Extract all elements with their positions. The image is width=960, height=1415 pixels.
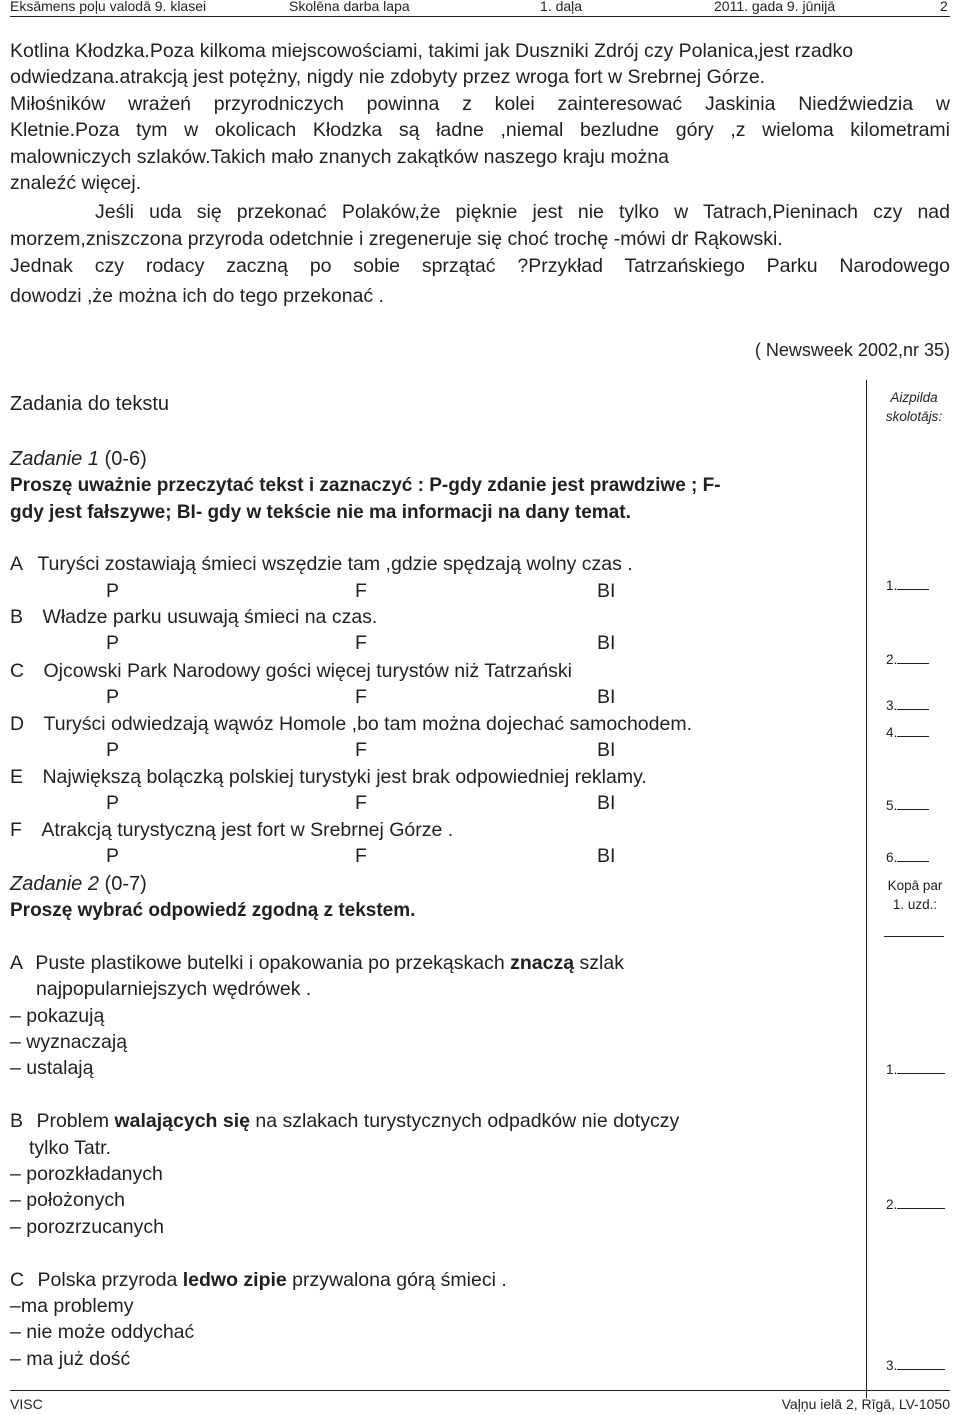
answer-option[interactable]: – położonych: [10, 1189, 125, 1211]
total-answer-line[interactable]: [884, 936, 944, 937]
task1-item: [10, 553, 633, 576]
answer-number: 2.: [886, 1197, 898, 1212]
item-letter: C: [10, 1269, 25, 1291]
highlighted-phrase: ledwo zipie: [182, 1269, 287, 1291]
item-letter: C: [10, 660, 25, 682]
text-line: morzem,zniszczona przyroda odetchnie i zregeneruje się choć trochę -mówi dr Rąkowski.: [10, 228, 783, 250]
item-statement: Turyści odwiedzają wąwóz Homole ,bo tam można dojechać samochodem.: [43, 713, 693, 735]
task2-item: [10, 1269, 507, 1292]
answer-option[interactable]: – nie może oddychać: [10, 1321, 195, 1343]
task1-item: [10, 766, 647, 789]
text-line: malowniczych szlaków.Takich mało znanych zakątków naszego kraju można: [10, 146, 669, 168]
sentence-start: Problem: [36, 1110, 115, 1132]
header-part: 1. daļa: [540, 0, 583, 14]
answer-line: [897, 651, 929, 664]
option-f[interactable]: F: [355, 739, 367, 761]
sentence-start: Polska przyroda: [37, 1269, 183, 1291]
task2-item: [10, 952, 624, 975]
header-left: Eksāmens poļu valodā 9. klasei: [10, 0, 207, 14]
option-bi[interactable]: BI: [597, 580, 616, 602]
answer-line: [897, 577, 929, 590]
sentence-end: przywalona górą śmieci .: [286, 1269, 507, 1291]
answer-line: [897, 1061, 945, 1074]
text-line: Jeśli uda się przekonać Polaków,że pięknie jest nie tylko w Tatrach,Pieninach czy nad: [95, 201, 950, 223]
answer-slot[interactable]: [886, 724, 929, 740]
answer-number: 4.: [886, 725, 898, 740]
option-p[interactable]: P: [106, 845, 120, 867]
answer-number: 6.: [886, 850, 898, 865]
answer-option[interactable]: – ustalają: [10, 1057, 94, 1079]
answer-slot[interactable]: [886, 651, 929, 667]
item-sentence: [35, 952, 624, 974]
item-letter: A: [10, 553, 22, 575]
header-worksheet: Skolēna darba lapa: [289, 0, 410, 14]
task1-instruction-line2: gdy jest fałszywe; BI- gdy w tekście nie ma informacji na dany temat.: [10, 502, 631, 523]
answer-slot[interactable]: [886, 697, 929, 713]
answer-slot[interactable]: [886, 849, 929, 865]
option-p[interactable]: P: [106, 686, 120, 708]
task1-item: [10, 660, 572, 683]
answer-number: 2.: [886, 652, 898, 667]
highlighted-phrase: znaczą: [510, 952, 575, 974]
answer-line: [897, 724, 929, 737]
item-statement: Największą bolączką polskiej turystyki jest brak odpowiedniej reklamy.: [42, 766, 647, 788]
header-rule: [10, 16, 950, 17]
option-bi[interactable]: BI: [597, 792, 616, 814]
answer-slot[interactable]: [886, 797, 929, 813]
text-line: Miłośników wrażeń przyrodniczych powinna z kolei zainteresować Jaskinia Niedźwiedzia w: [10, 93, 950, 115]
text-line: znaleźć więcej.: [10, 172, 142, 194]
footer-rule: [10, 1390, 950, 1391]
sentence-end: na szlakach turystycznych odpadków nie dotyczy: [249, 1110, 680, 1132]
item-letter: E: [10, 766, 24, 788]
text-line: dowodzi ,że można ich do tego przekonać .: [10, 285, 384, 307]
answer-number: 3.: [886, 1358, 898, 1373]
answer-slot[interactable]: [886, 577, 929, 593]
option-p[interactable]: P: [106, 739, 120, 761]
answer-option[interactable]: – porozrzucanych: [10, 1216, 164, 1238]
sentence-start: Puste plastikowe butelki i opakowania po przekąskach: [35, 952, 511, 974]
item-letter: B: [10, 1110, 24, 1132]
answer-line: [897, 1357, 945, 1370]
task1-item: [10, 819, 453, 842]
answer-number: 1.: [886, 1062, 898, 1077]
task1-instruction-line1: Proszę uważnie przeczytać tekst i zaznaczyć : P-gdy zdanie jest prawdziwe ; F-: [10, 475, 721, 496]
sidebar-total-line1: Kopā par: [887, 878, 943, 893]
item-letter: F: [10, 819, 22, 841]
sidebar-filled-by: [868, 388, 960, 426]
footer-left: VISC: [10, 1396, 43, 1412]
answer-option[interactable]: – ma już dość: [10, 1348, 131, 1370]
item-statement: Władze parku usuwają śmieci na czas.: [42, 606, 378, 628]
option-p[interactable]: P: [106, 792, 120, 814]
answer-line: [897, 849, 929, 862]
text-line: Jednak czy rodacy zaczną po sobie sprzątać ?Przykład Tatrzańskiego Parku Narodowego: [10, 255, 950, 277]
sidebar-filled-by-line1: Aizpilda: [890, 390, 938, 405]
task2-points: (0-7): [104, 873, 147, 895]
header-page-number: 2: [940, 0, 948, 14]
task1-item: [10, 713, 692, 736]
header-date: 2011. gada 9. jūnijā: [714, 0, 836, 14]
answer-option[interactable]: – porozkładanych: [10, 1163, 163, 1185]
sidebar-total-line2: 1. uzd.:: [892, 897, 938, 912]
task2-item: [10, 1110, 679, 1133]
answer-slot[interactable]: [886, 1357, 945, 1373]
item-sentence: [36, 1110, 679, 1132]
footer-address: Vaļņu ielā 2, Rīgā, LV-1050: [781, 1396, 950, 1412]
task2-title: [10, 873, 147, 896]
highlighted-phrase: walających się: [114, 1110, 250, 1132]
text-line: odwiedzana.atrakcją jest potężny, nigdy nie zdobyty przez wroga fort w Srebrnej Górze.: [10, 66, 766, 88]
sidebar-filled-by-line2: skolotājs:: [885, 409, 943, 424]
text-line: Kletnie.Poza tym w okolicach Kłodzka są ładne ,niemal bezludne góry ,z wieloma kilometrami: [10, 119, 950, 141]
answer-slot[interactable]: [886, 1061, 945, 1077]
option-bi[interactable]: BI: [597, 686, 616, 708]
sidebar-total: [868, 876, 960, 914]
item-statement: Turyści zostawiają śmieci wszędzie tam ,gdzie spędzają wolny czas .: [37, 553, 633, 575]
item-continuation: najpopularniejszych wędrówek .: [36, 978, 312, 1000]
option-f[interactable]: F: [355, 792, 367, 814]
answer-line: [897, 797, 929, 810]
task1-label: Zadanie 1: [10, 448, 99, 470]
item-letter: D: [10, 713, 25, 735]
answer-option[interactable]: –ma problemy: [10, 1295, 134, 1317]
tasks-heading: Zadania do tekstu: [10, 393, 169, 415]
answer-line: [897, 1196, 945, 1209]
answer-number: 1.: [886, 578, 898, 593]
answer-line: [897, 697, 929, 710]
task2-instruction: Proszę wybrać odpowiedź zgodną z tekstem.: [10, 900, 416, 921]
option-p[interactable]: P: [106, 632, 120, 654]
answer-number: 5.: [886, 798, 898, 813]
option-bi[interactable]: BI: [597, 845, 616, 867]
answer-slot[interactable]: [886, 1196, 945, 1212]
task1-title: [10, 448, 147, 471]
item-sentence: [38, 1269, 507, 1291]
task1-points: (0-6): [104, 448, 147, 470]
answer-option[interactable]: – wyznaczają: [10, 1031, 128, 1053]
option-f[interactable]: F: [355, 632, 367, 654]
option-f[interactable]: F: [355, 845, 367, 867]
item-continuation: tylko Tatr.: [29, 1137, 112, 1159]
text-line: Kotlina Kłodzka.Poza kilkoma miejscowościami, takimi jak Duszniki Zdrój czy Polanica,jest rzadko: [10, 40, 854, 62]
margin-rule: [866, 380, 867, 1398]
answer-number: 3.: [886, 698, 898, 713]
text-source: ( Newsweek 2002,nr 35): [754, 340, 950, 360]
option-f[interactable]: F: [355, 580, 367, 602]
option-bi[interactable]: BI: [597, 739, 616, 761]
option-bi[interactable]: BI: [597, 632, 616, 654]
task1-item: [10, 606, 377, 629]
item-letter: B: [10, 606, 24, 628]
item-letter: A: [10, 952, 22, 974]
item-statement: Atrakcją turystyczną jest fort w Srebrnej Górze .: [41, 819, 454, 841]
option-p[interactable]: P: [106, 580, 120, 602]
sentence-end: szlak: [574, 952, 624, 974]
option-f[interactable]: F: [355, 686, 367, 708]
answer-option[interactable]: – pokazują: [10, 1005, 105, 1027]
task2-label: Zadanie 2: [10, 873, 99, 895]
item-statement: Ojcowski Park Narodowy gości więcej turystów niż Tatrzański: [43, 660, 572, 682]
